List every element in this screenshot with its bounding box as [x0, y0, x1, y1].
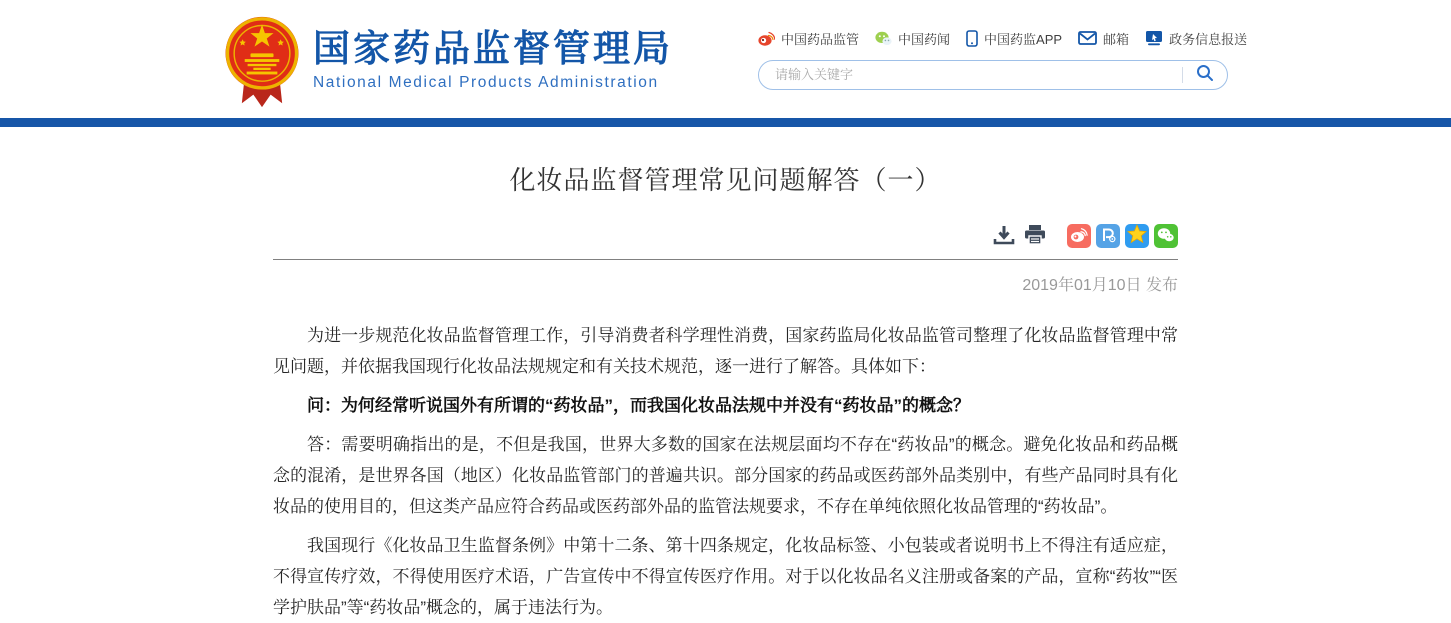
share-wechat-button[interactable]: [1154, 224, 1178, 248]
paragraph: 为进一步规范化妆品监督管理工作，引导消费者科学理性消费，国家药监局化妆品监管司整理了化妆品监督管理中常见问题，并依据我国现行化妆品法规规定和有关技术规范，逐一进行了解答。具体如下：: [273, 326, 1178, 376]
quick-link-label: 中国药品监管: [781, 31, 860, 47]
download-button[interactable]: [993, 224, 1015, 249]
question-paragraph: 问：为何经常听说国外有所谓的“药妆品”，而我国化妆品法规中并没有“药妆品”的概念？: [307, 396, 970, 415]
national-emblem-icon: [223, 13, 301, 109]
weibo-icon: [758, 31, 775, 46]
quick-link-label: 中国药监APP: [984, 31, 1063, 47]
link-mail[interactable]: [1078, 29, 1129, 48]
share-qzone-button[interactable]: [1125, 224, 1149, 248]
article-tools: [273, 223, 1178, 249]
search-box: [758, 60, 1228, 90]
site-title-en: National Medical Products Administration: [313, 73, 659, 91]
share-tencent-weibo-button[interactable]: [1096, 224, 1120, 248]
wechat-share-icon: [1157, 227, 1175, 246]
title-divider: [273, 259, 1178, 260]
share-buttons: [1067, 224, 1178, 248]
wechat-icon: [875, 31, 892, 46]
paragraph: 我国现行《化妆品卫生监督条例》中第十二条、第十四条规定，化妆品标签、小包装或者说明书上不得注有适应症，不得宣传疗效，不得使用医疗术语，广告宣传中不得宣传医疗作用。对于以化妆品名义注册或备案的产品，宣称“药妆”“医学护肤品”等“药妆品”概念的，属于违法行为。: [273, 536, 1178, 617]
link-wechat-news[interactable]: [875, 29, 950, 48]
article-container: [273, 127, 1178, 623]
answer-paragraph: 答：需要明确指出的是，不但是我国，世界大多数的国家在法规层面均不存在“药妆品”的概念。避免化妆品和药品概念的混淆，是世界各国（地区）化妆品监管部门的普遍共识。部分国家的药品或医药部外品类别中，有些产品同时具有化妆品的使用目的，但这类产品应符合药品或医药部外品的监管法规要求，不存在单纯依照化妆品管理的“药妆品”。: [273, 435, 1178, 516]
download-icon: [993, 224, 1015, 249]
link-report[interactable]: [1145, 29, 1247, 48]
quick-link-label: 政务信息报送: [1169, 31, 1248, 47]
link-app[interactable]: [966, 29, 1062, 48]
site-header: [0, 0, 1451, 118]
site-logo[interactable]: [223, 9, 673, 109]
tencent-weibo-icon: [1100, 227, 1116, 246]
search-button[interactable]: [1183, 61, 1227, 89]
quick-link-label: 邮箱: [1103, 31, 1130, 47]
page-title: 化妆品监督管理常见问题解答（一）: [509, 165, 942, 195]
search-icon: [1196, 64, 1214, 85]
phone-icon: [966, 30, 978, 47]
search-input[interactable]: [759, 61, 1182, 89]
publish-date: 2019年01月10日 发布: [1022, 277, 1178, 294]
weibo-share-icon: [1070, 227, 1088, 246]
share-weibo-button[interactable]: [1067, 224, 1091, 248]
site-title-cn: 国家药品监督管理局: [313, 27, 673, 69]
article-body: [273, 320, 1178, 623]
quick-link-label: 中国药闻: [898, 31, 951, 47]
monitor-icon: [1145, 30, 1163, 46]
link-weibo[interactable]: [758, 29, 859, 48]
header-divider-bar: [0, 118, 1451, 127]
print-icon: [1023, 224, 1047, 249]
print-button[interactable]: [1023, 224, 1047, 249]
qzone-star-icon: [1127, 224, 1147, 249]
mail-icon: [1078, 31, 1097, 45]
header-quick-links: [758, 29, 1248, 48]
